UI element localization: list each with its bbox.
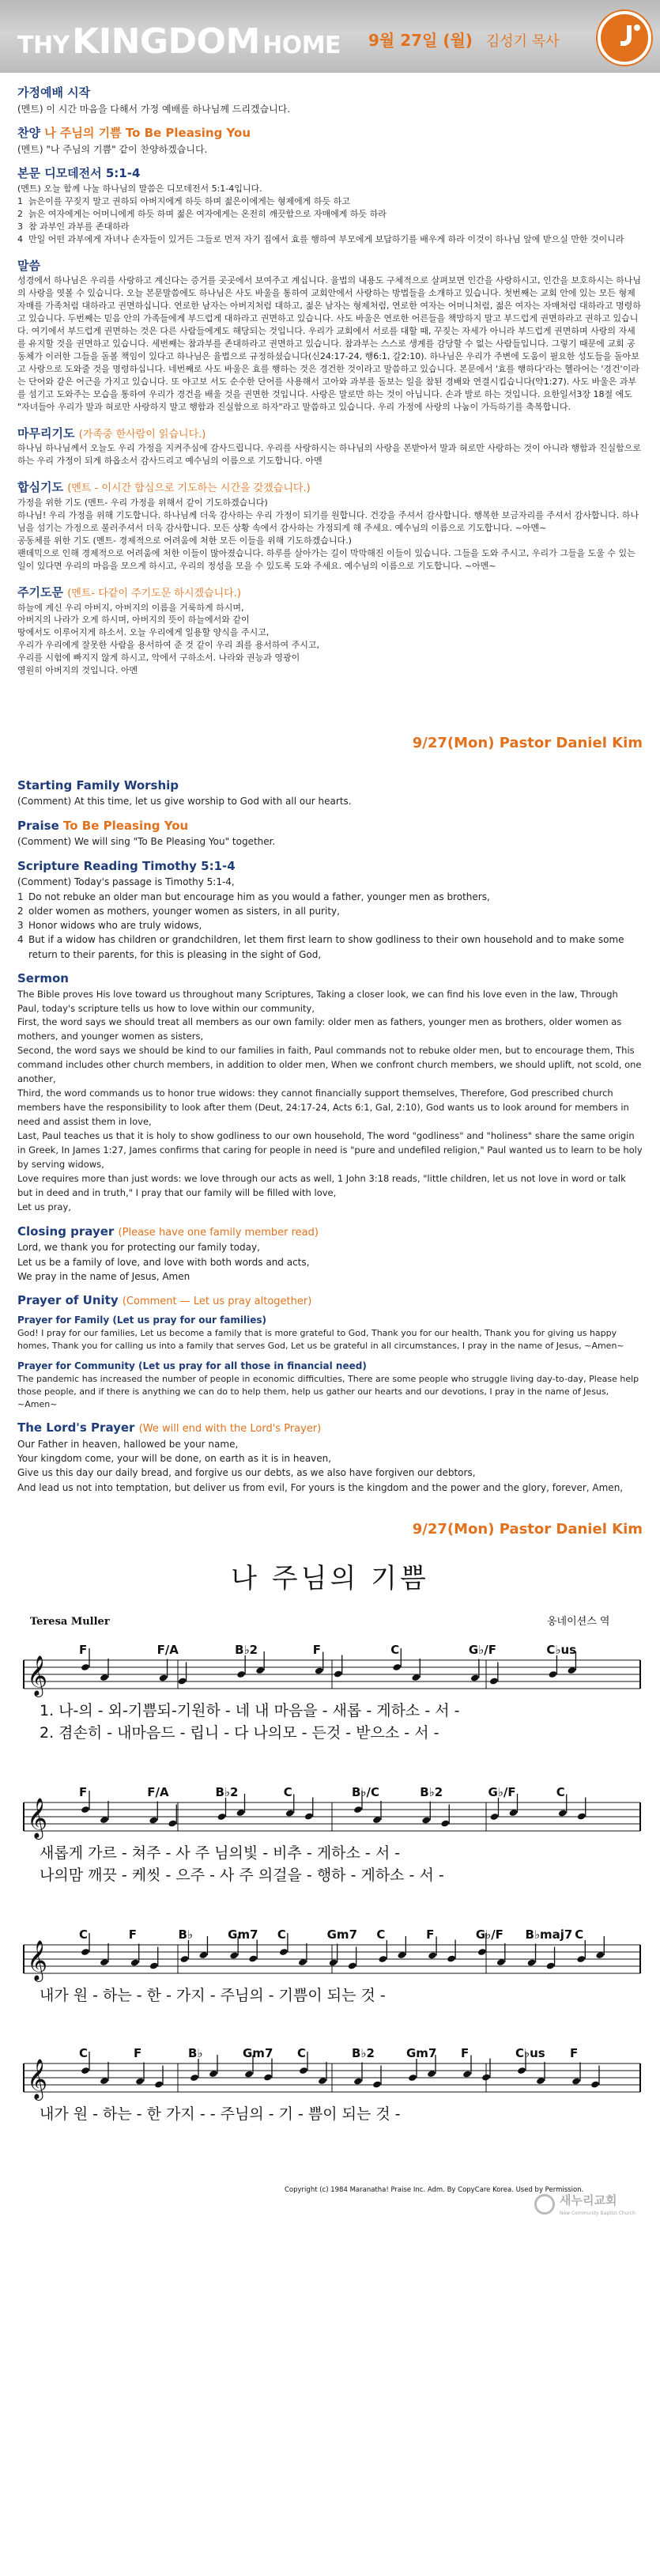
english-date-title: 9/27(Mon) Pastor Daniel Kim (412, 735, 643, 752)
chord-label: F (79, 1785, 88, 1800)
ko-scripture-title: 본문 디모데전서 5:1-4 (17, 166, 141, 181)
en-sermon-paragraph: Last, Paul teaches us that it is holy to show godliness to our own household, The word "godliness" and "holiness" share the same origin in Greek, In James 1:27, James confirms that caring for people in need is "pure and undefiled religion," Paul wanted us to learn to be holy by serving widows, (17, 1129, 643, 1170)
note-head (462, 2071, 472, 2079)
church-logo (534, 2192, 635, 2217)
en-sermon-paragraph: Let us pray, (17, 1201, 71, 1212)
en-verse: 1 Do not rebuke an older man but encourage him as you would a father, younger men as brothers, (17, 891, 490, 902)
ko-lords-sub: (멘트- 다같이 주기도문 하시겠습니다.) (67, 587, 241, 600)
ko-lords-line: 우리가 우리에게 잘못한 사람을 용서하여 준 것 같이 우리 죄를 용서하여 주시고, (17, 640, 319, 651)
chord-label: F (128, 1927, 137, 1942)
ko-praise-heading (17, 124, 643, 142)
note-head (130, 1959, 140, 1967)
note-head (81, 1948, 90, 1956)
note-head (180, 1955, 190, 1963)
ko-unity-family-head: 가정을 위한 기도 (멘트- 우리 가정을 위해서 같이 기도하겠습니다) (17, 497, 268, 509)
en-opening (17, 777, 643, 809)
en-unity-community-body: The pandemic has increased the number of people in economic difficulties, There are some people who struggle living day-to-day, Please help those people, and if there is anything we can do to help them, help us gather our hearts and our devotions, I pray in the name of Jesus, ~Amen~ (17, 1374, 639, 1410)
en-unity-title: Prayer of Unity (17, 1293, 119, 1308)
en-unity-family-body: God! I pray for our families, Let us become a family that is more grateful to God, Thank you for our health, Thank you for giving us happy homes, Thank you for calling us into a family that serves God, Let us be grateful in all circumstances, I pray in the name of Jesus, ~Amen~ (17, 1328, 624, 1352)
church-sub: New Community Baptist Church (560, 2210, 635, 2216)
chord-label: B♭2 (235, 1643, 258, 1658)
english-section (0, 777, 660, 1495)
en-scripture-title: Scripture Reading Timothy 5:1-4 (17, 858, 236, 873)
en-closing-sub: (Please have one family member read) (118, 1226, 319, 1239)
brand-kingdom: KINGDOM (72, 21, 260, 62)
note-head (517, 2067, 526, 2075)
en-lords-line: Your kingdom come, your will be done, on earth as it is in heaven, (17, 1453, 332, 1465)
en-verse-list (17, 890, 643, 962)
sheet-music (0, 1554, 660, 2219)
note-head (285, 1810, 295, 1818)
staff-row (24, 1643, 640, 1742)
en-unity (17, 1292, 643, 1411)
chord-label: C (277, 1927, 286, 1942)
note-head (229, 1952, 239, 1960)
note-head (315, 1667, 324, 1675)
en-lords-title: The Lord's Prayer (17, 1420, 135, 1436)
note-head (447, 1955, 456, 1963)
ko-opening-title: 가정예배 시작 (17, 85, 91, 100)
ko-opening (17, 84, 643, 116)
treble-clef-icon: 𝄞 (27, 2059, 48, 2100)
chord-label: B♭/C (352, 1785, 379, 1800)
chord-label: F (134, 2046, 142, 2061)
en-opening-line: (Comment) At this time, let us give worship to God with all our hearts. (17, 796, 352, 808)
ko-verse-list (17, 195, 643, 246)
en-unity-community-head: Prayer for Community (Let us pray for all those in financial need) (17, 1360, 367, 1371)
en-lords-prayer (17, 1419, 643, 1495)
en-closing (17, 1223, 643, 1284)
note-head (304, 1813, 314, 1821)
en-sermon (17, 970, 643, 1215)
ko-sermon (17, 257, 643, 414)
note-head (489, 1678, 499, 1685)
chord-label: F/A (147, 1785, 169, 1800)
note-head (428, 1952, 437, 1960)
chord-label: C (79, 1927, 89, 1942)
j-logo-icon (598, 11, 651, 65)
ko-praise (17, 124, 643, 157)
korean-section (0, 73, 660, 677)
note-head (81, 1663, 90, 1671)
chord-label: F (79, 1643, 88, 1658)
chord-label: C (390, 1643, 400, 1658)
note-head (190, 2074, 199, 2082)
song-translator: 옹네이션스 역 (547, 1616, 610, 1628)
lyrics-line: 나의맘 깨끗 - 케씻 - 으주 - 사 주 의걸을 - 행하 - 게하소 - 서 - (40, 1867, 444, 1885)
note-head (329, 1959, 338, 1967)
chord-label: F (570, 2046, 579, 2061)
ko-unity-community-body: 팬데믹으로 인해 경제적으로 어려움에 처한 이들이 많아졌습니다. 하루를 살아가는 길이 막막해진 이들이 있습니다. 그들을 도와 주시고, 우리가 그들을 도울 수 있는 일이 있다면 우리의 마음을 모으게 하시고, 우리의 정성을 모을 수 있도록 도와 주세요. 예수님의 이름으로 기도합니다. ~아멘~ (17, 547, 635, 571)
note-head (470, 1674, 480, 1682)
ko-lords-title: 주기도문 (17, 584, 63, 600)
brand-thy: THY (17, 32, 70, 59)
song-copyright: Copyright (c) 1984 Maranatha! Praise Inc. Adm. By CopyCare Korea. Used by Permission. (285, 2186, 584, 2195)
chord-label: C (283, 1785, 292, 1800)
ko-verse: 1 늙은이를 꾸짖지 말고 권하되 아버지에게 하듯 하며 젊은이에게는 형제에게 하듯 하고 (17, 195, 350, 206)
en-unity-sub: (Comment — Let us pray altogether) (122, 1296, 312, 1308)
en-closing-heading (17, 1223, 643, 1241)
ko-praise-label: 찬양 (17, 126, 40, 141)
ko-unity-heading (17, 479, 643, 497)
chord-label: F (312, 1643, 321, 1658)
staff-row (24, 1785, 640, 1884)
en-scripture (17, 857, 643, 962)
en-sermon-paragraph: Second, the word says we should be kind to our families in faith, Paul commands not to rebuke older men, but to encourage them, This command includes other church members, in addition to older men, When we confront church members, we should uplift, not scold, one another, (17, 1045, 642, 1085)
lyrics-line: 내가 원 - 하는 - 한 - 가지 - 주님의 - 기쁨이 되는 것 - (40, 1987, 386, 2005)
note-head (168, 1820, 177, 1828)
lyrics-line: 새롭게 가르 - 쳐주 - 사 주 님의빛 - 비추 - 게하소 - 서 - (40, 1844, 401, 1863)
note-head (372, 2081, 382, 2089)
note-head (558, 1810, 568, 1818)
note-head (590, 2081, 600, 2089)
en-verse: 2 older women as mothers, younger women as sisters, in all purity, (17, 905, 340, 917)
music-staves (0, 1554, 660, 2179)
chord-label: F (426, 1927, 435, 1942)
note-head (527, 1959, 537, 1967)
en-closing-line: We pray in the name of Jesus, Amen (17, 1270, 190, 1282)
brand-home: HOME (262, 32, 341, 59)
en-lords-line: And lead us not into temptation, but deliver us from evil, For yours is the kingdom and the power and the glory, forever, Amen, (17, 1481, 624, 1493)
en-praise-line: (Comment) We will sing "To Be Pleasing You" together. (17, 836, 276, 848)
en-praise-heading (17, 817, 643, 835)
note-head (159, 1674, 168, 1682)
note-head (548, 1670, 557, 1678)
lyrics-line: 2. 겸손히 - 내마음드 - 립니 - 다 나의모 - 든것 - 받으소 - 서 - (40, 1724, 439, 1742)
ko-unity-sub: (멘트 - 이시간 합심으로 기도하는 시간을 갖겠습니다.) (67, 482, 311, 495)
chord-label: C (297, 2046, 307, 2061)
note-head (217, 1813, 227, 1821)
note-head (334, 1670, 343, 1678)
note-head (353, 1806, 363, 1814)
note-head (149, 1962, 159, 1970)
note-head (392, 1663, 402, 1671)
note-head (348, 1962, 357, 1970)
ko-praise-line: (멘트) "나 주님의 기쁨" 같이 찬양하겠습니다. (17, 143, 208, 155)
note-head (353, 2078, 363, 2086)
note-head (546, 1962, 556, 1970)
note-head (81, 2067, 90, 2075)
en-lords-sub: (We will end with the Lord's Prayer) (138, 1423, 322, 1436)
note-head (421, 1817, 431, 1825)
note-head (408, 2074, 417, 2082)
note-head (279, 1948, 289, 1956)
church-name: 새누리교회 (560, 2193, 617, 2208)
en-unity-family-head: Prayer for Family (Let us pray for our families) (17, 1314, 267, 1326)
en-sermon-paragraph: Love requires more than just words: we love through our acts as well, 1 John 3:18 reads, "little children, let us not love in word or talk but in deed and in truth," I pray that our family will be filled with love, (17, 1172, 626, 1198)
ko-closing-title: 마무리기도 (17, 426, 75, 441)
ko-lords-line: 하늘에 계신 우리 아버지, 아버지의 이름을 거룩하게 하시며, (17, 602, 244, 613)
en-sermon-paragraph: The Bible proves His love toward us throughout many Scriptures, Taking a closer look, we can find his love even in the law, Through Paul, today's scripture tells us how to love within our community, (17, 988, 618, 1014)
note-head (378, 1955, 387, 1963)
ko-closing-body: 하나님 하나님께서 오늘도 우리 가정을 지켜주심에 감사드립니다. 우리를 사랑하시는 하나님의 사랑을 본받아서 말과 혀로만 사랑하는 것이 아니라 행함과 진실함으로 하는 우리 가정이 되게 하옵소서 감사드리고 예수님의 이름으로 기도합니다. 아멘 (17, 443, 641, 467)
chord-label: B♭ (188, 2046, 203, 2061)
ko-lords-line: 우리를 시험에 빠지지 않게 하시고, 악에서 구하소서. 나라와 권능과 영광이 (17, 653, 300, 664)
ko-closing-heading (17, 425, 643, 443)
ko-scripture-intro: (멘트) 오늘 함께 나눌 하나님의 말씀은 디모데전서 5:1-4입니다. (17, 183, 262, 194)
en-scripture-intro: (Comment) Today's passage is Timothy 5:1-4, (17, 876, 235, 888)
note-head (81, 1806, 90, 1814)
en-sermon-paragraph: Third, the word commands us to honor true widows: they cannot financially support themselves, Therefore, God prescribed church members have the responsibility to look after them (Deut, 24:17-24, Acts 6:1, Gal, 2:10), God wants us to look around for members in need and assist them in love, (17, 1088, 629, 1128)
lyrics-line: 1. 나-의 - 외-기쁨되-기원하 - 네 내 마음을 - 새롭 - 게하소 - 서 - (40, 1702, 460, 1720)
chord-label: C (575, 1927, 584, 1942)
en-closing-line: Lord, we thank you for protecting our family today, (17, 1242, 260, 1254)
en-closing-title: Closing prayer (17, 1224, 115, 1239)
note-head (481, 2074, 491, 2082)
en-praise-song: To Be Pleasing You (63, 818, 189, 833)
note-head (571, 2078, 581, 2086)
note-head (154, 2081, 164, 2089)
ko-lords-line: 아버지의 나라가 오게 하시며, 아버지의 뜻이 하늘에서와 같이 (17, 615, 250, 626)
note-head (576, 1955, 586, 1963)
note-head (263, 2074, 273, 2082)
ko-closing (17, 425, 643, 468)
chord-label: B♭2 (420, 1785, 443, 1800)
ko-scripture (17, 165, 643, 245)
treble-clef-icon: 𝄞 (27, 1655, 48, 1697)
song-composer: Teresa Muller (30, 1616, 110, 1628)
chord-label: Gm7 (406, 2046, 437, 2061)
treble-clef-icon: 𝄞 (27, 1940, 48, 1981)
en-unity-heading (17, 1292, 643, 1310)
en-praise-label: Praise (17, 818, 59, 833)
ko-verse: 2 늙은 여자에게는 어머니에게 하듯 하며 젊은 여자에게는 온전히 깨끗함으로 자매에게 하듯 하라 (17, 208, 387, 219)
chord-label: G♭/F (488, 1785, 516, 1800)
note-head (440, 1820, 450, 1828)
ko-verse: 3 참 과부인 과부를 존대하라 (17, 221, 130, 232)
chord-label: G♭/F (475, 1927, 503, 1942)
chord-label: F/A (157, 1643, 179, 1658)
chord-label: C (376, 1927, 386, 1942)
note-head (248, 1955, 258, 1963)
en-closing-line: Let us be a family of love, and love with both words and acts, (17, 1256, 310, 1268)
en-sermon-title: Sermon (17, 970, 69, 985)
ko-unity-community-head: 공동체를 위한 기도 (멘트- 경제적으로 어려움에 처한 모든 이들을 위해 기도하겠습니다.) (17, 535, 352, 546)
note-head (299, 2067, 308, 2075)
chord-label: G♭/F (468, 1643, 496, 1658)
lyrics-line: 내가 원 - 하는 - 한 가지 - - 주님의 - 기 - 쁨이 되는 것 - (40, 2105, 401, 2124)
en-verse: 4 But if a widow has children or grandchildren, let them first learn to show godliness to their own household and to make some return to their parents, for this is pleasing in the sight of God, (17, 934, 624, 960)
brand-logo-text (17, 16, 341, 69)
ko-opening-line: (멘트) 이 시간 마음을 다해서 가정 예배를 하나님께 드리겠습니다. (17, 103, 291, 115)
en-lords-heading (17, 1419, 643, 1437)
note-head (236, 1670, 246, 1678)
ko-sermon-body: 성경에서 하나님은 우리를 사랑하고 계신다는 증거를 곳곳에서 보여주고 계십니다. 율법의 내용도 구체적으로 살펴보면 인간을 사랑하시고, 인간을 보호하시는 하나님의 사랑을 엿볼 수 있습니다. 오늘 본문말씀에도 하나님은 사도 바울을 통하여 교회안에서 사랑하는 방법들을 소개하고 있습니다. 첫번째는 교회 안에 있는 모든 형제 자매를 가족처럼 대하라고 권면하십니다. 연로한 남자는 아버지처럼 대하고, 젊은 남자는 형제처럼, 연로한 여자는 어머니처럼, 젊은 여자는 자매처럼 대하라고 명령하고 있습니다. 두번째는 믿음 안의 가족들에게 부드럽게 대하라고 권면하고 있습니다. 사도 바울은 연로한 어른들을 책망하지 말고 부드럽게 권면하라고 권하고 있습니다. 여기에서 부드럽게 권면하는 것은 다른 사람들에게도 해당되는 것입니다. 우리가 교회에서 서로를 대할 때, 꾸짖는 자세가 아니라 부드럽게 권면하며 사랑의 자세를 유지할 것을 권면하고 있습니다. 세번째는 참과부를 존대하라고 권면하고 있습니다. 참과부는 스스로 생계를 감당할 수 없는 사람들입니다. 그렇기 때문에 교회 공동체가 이러한 그들을 돌볼 책임이 있다고 하나님은 율법으로 규정하셨습니다(신24:17-24, 행6:1, 갈2:10). 하나님은 우리가 주변에 도움이 필요한 성도들을 돌아보고 사랑으로 도와줄 것을 명령하십니다. 네번째로 사도 바울은 효를 행하는 것은 경건한 것이라고 말씀하고 있습니다. 본문에서 '효를 행하다'라는 헬라어는 '경건'이라는 단어와 같은 어근을 가지고 있습니다. 또 야고보 서도 순수한 단어를 사용해서 고아와 과부를 돌보는 일을 참된 경배와 연결시킵습니다(약1:27). 사도 바울은 과부를 섬기고 도와주는 모습을 통하여 우리가 경건을 배울 것을 권면한 것입니다. 사랑은 말로만 하는 것이 아닙니다. 손과 발로 하는 것입니다. 요한일서3장 18절 에도 "자녀들아 우리가 말과 혀로만 사랑하지 말고 행함과 진실함으로 하자"라고 말씀하고 있습니다. 우리 가정에 사랑의 나눔이 가득하기를 축복합니다. (17, 275, 641, 412)
note-head (477, 1948, 487, 1956)
chord-label: B♭2 (215, 1785, 239, 1800)
song-date-title: 9/27(Mon) Pastor Daniel Kim (412, 1520, 643, 1538)
chord-label: Gm7 (326, 1927, 358, 1942)
header-pastor: 김성기 목사 (485, 33, 560, 50)
header-banner (0, 0, 660, 73)
ko-unity (17, 479, 643, 572)
ko-unity-family-body: 하나님! 우리 가정을 위해 기도합니다. 하나님께 더욱 감사하는 우리 가정이 되기를 원합니다. 건강을 주셔서 감사합니다. 행복한 보금자리를 주셔서 감사합니다. 하나님을 섬기는 가정으로 불러주셔서 더욱 감사합니다. 모든 상황 속에서 감사하는 가정되게 해 주세요. 예수님의 이름으로 기도합니다. ~아멘~ (17, 510, 639, 533)
treble-clef-icon: 𝄞 (27, 1798, 48, 1839)
chord-label: B♭2 (352, 2046, 375, 2061)
song-title: 나 주님의 기쁨 (231, 1563, 429, 1595)
ko-verse: 4 만일 어떤 과부에게 자녀나 손자들이 있거든 그들로 먼저 자기 집에서 효를 행하여 부모에게 보답하기를 배우게 하라 이것이 하나님 앞에 받으실 만한 것이니라 (17, 233, 624, 244)
staff-row (24, 1927, 640, 2004)
chord-label: C (79, 2046, 89, 2061)
note-head (149, 1817, 158, 1825)
chord-label: C♭us (546, 1643, 577, 1658)
en-verse: 3 Honor widows who are truly widows, (17, 920, 202, 932)
ko-lords-line: 땅에서도 이루어지게 하소서. 오늘 우리에게 일용할 양식을 주시고, (17, 627, 270, 638)
en-opening-title: Starting Family Worship (17, 777, 179, 792)
header-date-text: 9월 27일 (월) (368, 31, 473, 50)
chord-label: Gm7 (243, 2046, 273, 2061)
ko-unity-title: 합심기도 (17, 480, 63, 495)
note-head (244, 2071, 254, 2079)
church-logo-icon (534, 2194, 555, 2215)
ko-lords-heading (17, 584, 643, 602)
note-head (490, 1813, 500, 1821)
staff-row (24, 2046, 640, 2123)
chord-label: B♭ (178, 1927, 193, 1942)
chord-label: C♭us (515, 2046, 545, 2061)
note-head (135, 2078, 145, 2086)
en-sermon-paragraph: First, the word says we should treat all members as our own family: older men as fathers, younger men as brothers, older women as mothers, and younger women as sisters, (17, 1016, 622, 1042)
header-date (368, 28, 560, 52)
en-lords-line: Our Father in heaven, hallowed be your name, (17, 1438, 239, 1450)
ko-praise-song: 나 주님의 기쁨 To Be Pleasing You (44, 126, 251, 141)
ko-sermon-title: 말씀 (17, 258, 40, 273)
chord-label: B♭maj7 (525, 1927, 573, 1942)
note-head (178, 1678, 187, 1685)
chord-label: F (461, 2046, 470, 2061)
en-lords-line: Give us this day our daily bread, and forgive us our debts, as we also have forgiven our debtors, (17, 1467, 476, 1479)
note-head (577, 1813, 586, 1821)
en-praise (17, 817, 643, 849)
ko-closing-sub: (가족중 한사람이 읽습니다.) (78, 428, 206, 441)
chord-label: Gm7 (228, 1927, 258, 1942)
chord-label: C (556, 1785, 565, 1800)
ko-lords-line: 영원히 아버지의 것입니다. 아멘 (17, 665, 138, 676)
ko-lords-prayer (17, 584, 643, 677)
